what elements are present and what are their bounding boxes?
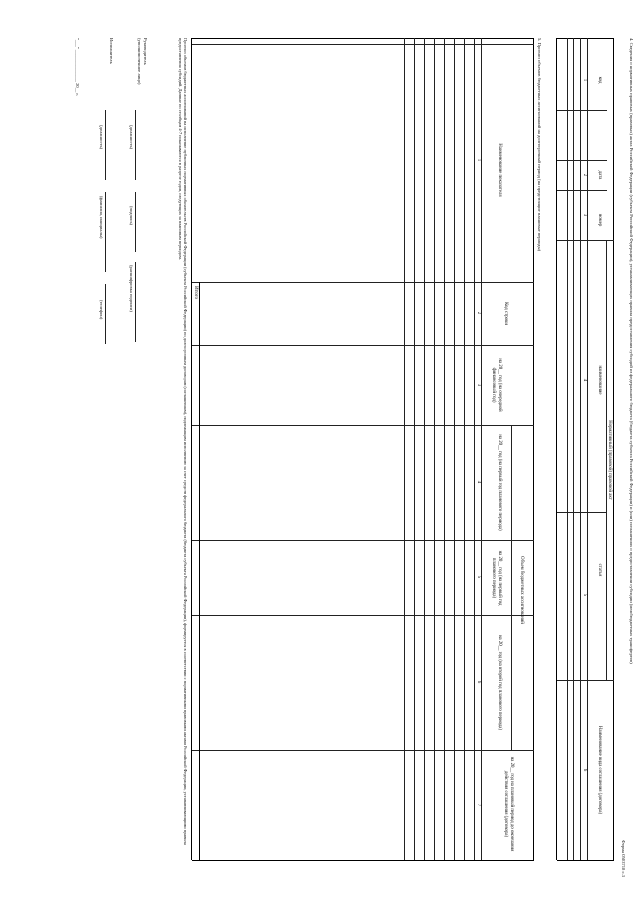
s5-col-y4: на 20__ год (на второй год планового периода) bbox=[497, 634, 502, 731]
head-position: (должность) bbox=[129, 125, 134, 150]
exec-name: (фамилия, инициалы) bbox=[99, 196, 104, 239]
s4-col-code: код bbox=[597, 76, 602, 84]
s5-num-5: 5 bbox=[476, 575, 481, 579]
section5-title: 5. Прогноз объемов бюджетных ассигнований на долгосрочный период (на предстоящие плановые периоды) bbox=[537, 38, 542, 252]
s5-col-code: Код строки bbox=[503, 302, 508, 325]
s5-num-2: 2 bbox=[476, 311, 481, 315]
s5-num-1: 1 bbox=[476, 158, 481, 162]
s4-group-header: Нормативный (правовой) правовой акт bbox=[607, 420, 612, 500]
s5-group-header: Объем бюджетных ассигнований bbox=[519, 556, 524, 624]
s4-num-6: 6 bbox=[582, 768, 587, 772]
s5-num-6: 6 bbox=[476, 680, 481, 684]
s4-num-1: 1 bbox=[582, 78, 587, 82]
s4-num-2: 2 bbox=[582, 173, 587, 177]
s4-col-right: Наименование вида соглашения (договора) bbox=[597, 725, 602, 815]
s5-num-7: 7 bbox=[476, 803, 481, 807]
s5-num-4: 4 bbox=[476, 480, 481, 484]
s4-col-name: наименование bbox=[597, 365, 602, 395]
s5-num-3: 3 bbox=[476, 383, 481, 387]
s5-col-y1: на 20__ год (на очередной финансовый год) bbox=[491, 358, 502, 412]
s5-col-y5: на 20__ год на плановый период до окончания действия соглашения (договора) bbox=[503, 756, 514, 852]
s4-num-4: 4 bbox=[582, 378, 587, 382]
s4-num-5: 5 bbox=[582, 593, 587, 597]
s5-col-y2: на 20__ год (на первый год планового периода) bbox=[497, 434, 502, 531]
executor-label: Исполнитель bbox=[109, 38, 114, 64]
s4-col-date: дата bbox=[597, 170, 602, 180]
s4-col-number: номер bbox=[597, 213, 602, 227]
s4-num-3: 3 bbox=[582, 213, 587, 217]
date-line: "___" ______________ 20__ г. bbox=[75, 38, 80, 96]
section4-title: 4. Сведения о нормативных правовых (правовых) актах Российской Федерации (субъекта Российской Федерации), устанавливающих правила предоставления субсидий из федерального бюджета (бюджета субъекта Российской Федерации) и (или) соглашениях о предоставлении субсидии (межбюджетных трансфертов) bbox=[629, 38, 634, 664]
s4-col-article: статья bbox=[597, 563, 602, 577]
head-sign: (подпись) bbox=[129, 206, 134, 226]
head-label: Руководитель (уполномоченное лицо) bbox=[137, 38, 148, 85]
form-code: Форма 0503718 с.3 bbox=[621, 840, 626, 877]
footnote-text: Прогноз объемов бюджетных ассигнований на исполнение публичных нормативных обязательств Российской Федерации (субъекта Российской Федерации) по долгосрочным договорам (соглашениям), подлежащим исполнению за счет средств федерального бюджета (бюджета субъекта Российской Федерации), формируется в соответствии с нормативными правовыми актами Российской Федерации, устанавливающими правила предоставления субсидий. Данные по столбцам 4-7 показываются в разрезе годов, следующих за плановым периодом. bbox=[177, 38, 188, 845]
exec-phone: (телефон) bbox=[99, 300, 104, 320]
s5-col-y3: на 20__ год (на первый год планового периода) bbox=[491, 550, 502, 606]
s5-total-label: Итого bbox=[193, 286, 199, 300]
exec-position: (должность) bbox=[99, 125, 104, 150]
head-name: (расшифровка подписи) bbox=[129, 265, 134, 312]
s5-col-name: Наименование показателя bbox=[497, 143, 502, 197]
